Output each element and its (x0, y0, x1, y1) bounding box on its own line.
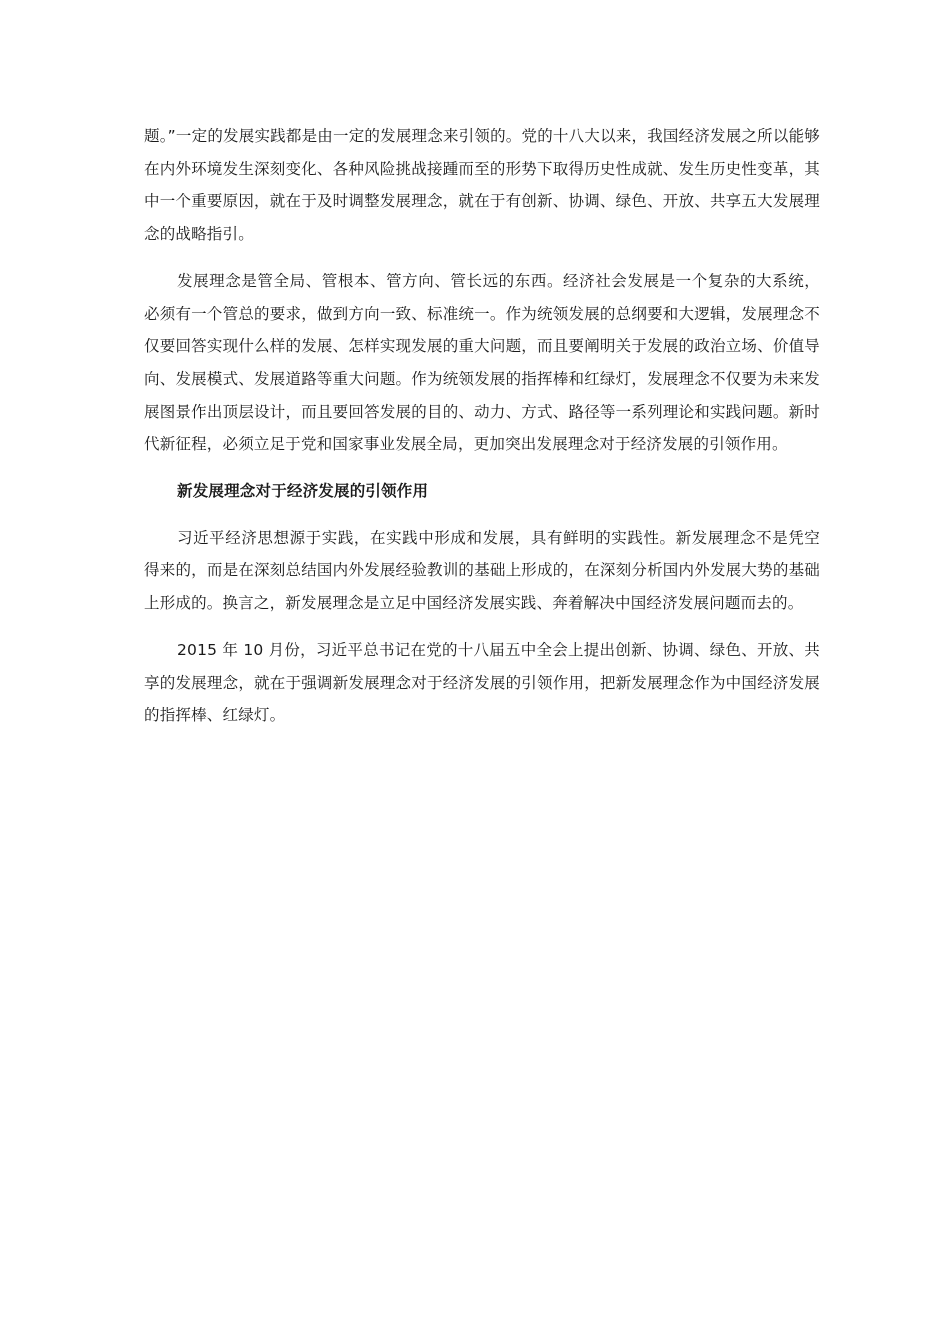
section-heading: 新发展理念对于经济发展的引领作用 (177, 482, 429, 501)
paragraph-practice: 习近平经济思想源于实践，在实践中形成和发展，具有鲜明的实践性。新发展理念不是凭空得来的，而是在深刻总结国内外发展经验教训的基础上形成的，在深刻分析国内外发展大势的基础上形成的。换言之，新发展理念是立足中国经济发展实践、奔着解决中国经济发展问题而去的。 (144, 528, 820, 613)
paragraph-continued: 题。”一定的发展实践都是由一定的发展理念来引领的。党的十八大以来，我国经济发展之所以能够在内外环境发生深刻变化、各种风险挑战接踵而至的形势下取得历史性成就、发生历史性变革，其中一个重要原因，就在于及时调整发展理念，就在于有创新、协调、绿色、开放、共享五大发展理念的战略指引。 (144, 127, 820, 244)
paragraph-2015: 2015 年 10 月份，习近平总书记在党的十八届五中全会上提出创新、协调、绿色、开放、共享的发展理念，就在于强调新发展理念对于经济发展的引领作用，把新发展理念作为中国经济发展的指挥棒、红绿灯。 (144, 640, 820, 725)
document-page (144, 120, 820, 732)
paragraph-development-concept: 发展理念是管全局、管根本、管方向、管长远的东西。经济社会发展是一个复杂的大系统，必须有一个管总的要求，做到方向一致、标准统一。作为统领发展的总纲要和大逻辑，发展理念不仅要回答实现什么样的发展、怎样实现发展的重大问题，而且要阐明关于发展的政治立场、价值导向、发展模式、发展道路等重大问题。作为统领发展的指挥棒和红绿灯，发展理念不仅要为未来发展图景作出顶层设计，而且要回答发展的目的、动力、方式、路径等一系列理论和实践问题。新时代新征程，必须立足于党和国家事业发展全局，更加突出发展理念对于经济发展的引领作用。 (144, 271, 820, 454)
